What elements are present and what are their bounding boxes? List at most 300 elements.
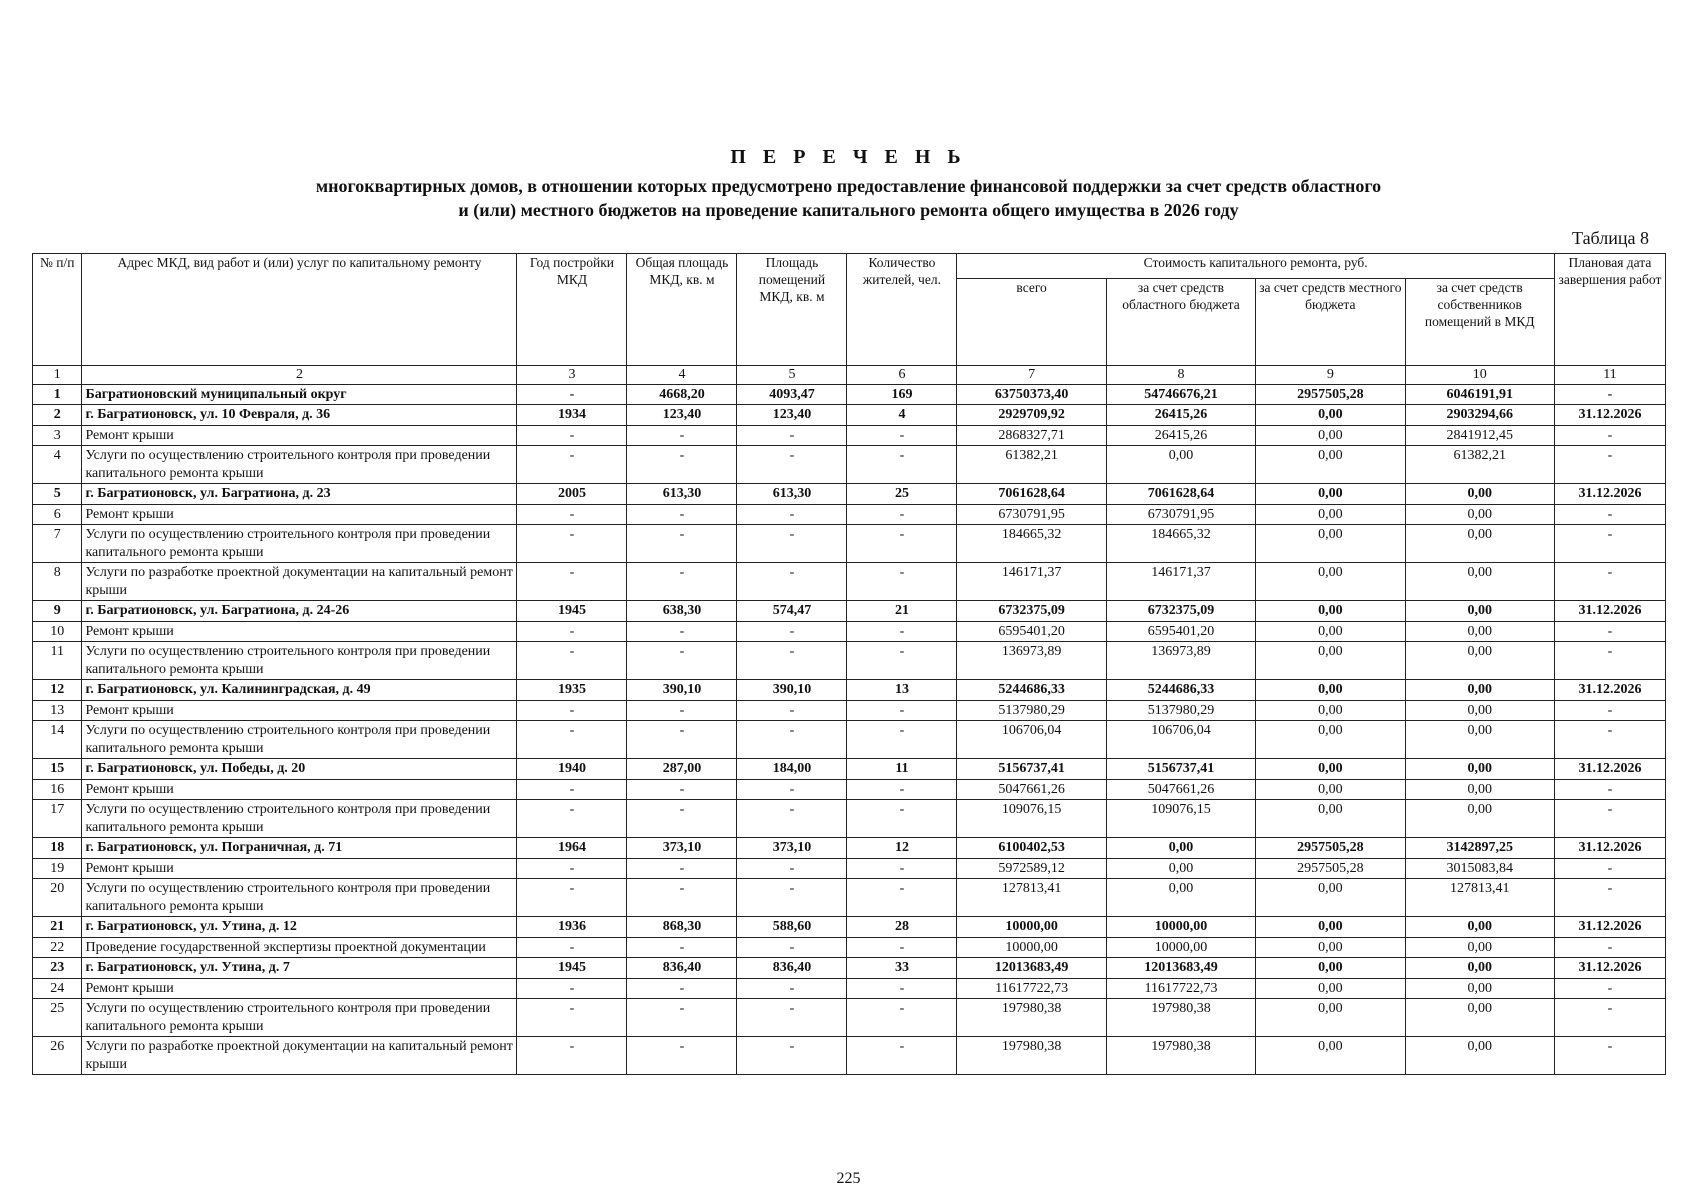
row-total-area: - [627, 621, 737, 642]
row-total-area: - [627, 879, 737, 917]
row-cost-regional: 0,00 [1106, 879, 1255, 917]
row-cost-regional: 10000,00 [1106, 917, 1255, 938]
row-cost-owners: 0,00 [1405, 958, 1554, 979]
row-year: - [517, 700, 627, 721]
row-year: 1945 [517, 958, 627, 979]
row-completion-date: - [1554, 800, 1665, 838]
row-address: Услуги по осуществлению строительного контроля при проведении капитального ремонта крыши [82, 525, 517, 563]
row-premises-area: - [737, 800, 847, 838]
row-completion-date: - [1554, 721, 1665, 759]
row-cost-regional: 0,00 [1106, 446, 1255, 484]
row-completion-date: - [1554, 978, 1665, 999]
row-cost-owners: 0,00 [1405, 621, 1554, 642]
row-cost-owners: 0,00 [1405, 917, 1554, 938]
row-cost-regional: 6730791,95 [1106, 504, 1255, 525]
row-cost-local: 0,00 [1256, 405, 1405, 426]
row-address: г. Багратионовск, ул. Багратиона, д. 23 [82, 484, 517, 505]
row-cost-regional: 54746676,21 [1106, 384, 1255, 405]
row-total-area: - [627, 642, 737, 680]
row-residents: 33 [847, 958, 957, 979]
row-premises-area: - [737, 425, 847, 446]
page-number: 225 [836, 1170, 861, 1187]
row-cost-regional: 6595401,20 [1106, 621, 1255, 642]
row-address: г. Багратионовск, ул. Пограничная, д. 71 [82, 838, 517, 859]
table-row [33, 525, 1666, 563]
row-cost-local: 0,00 [1256, 601, 1405, 622]
row-completion-date: - [1554, 879, 1665, 917]
row-total-area: - [627, 446, 737, 484]
table-row [33, 601, 1666, 622]
row-premises-area: - [737, 721, 847, 759]
row-address: Ремонт крыши [82, 779, 517, 800]
row-completion-date: - [1554, 937, 1665, 958]
row-year: 1934 [517, 405, 627, 426]
row-residents: - [847, 621, 957, 642]
row-cost-total: 63750373,40 [957, 384, 1106, 405]
row-cost-regional: 197980,38 [1106, 999, 1255, 1037]
row-total-area: 373,10 [627, 838, 737, 859]
row-address: Услуги по осуществлению строительного контроля при проведении капитального ремонта крыши [82, 800, 517, 838]
row-cost-total: 5047661,26 [957, 779, 1106, 800]
row-residents: - [847, 858, 957, 879]
row-cost-local: 0,00 [1256, 917, 1405, 938]
col-number: 5 [737, 366, 847, 385]
row-total-area: - [627, 1037, 737, 1075]
col-number: 10 [1405, 366, 1554, 385]
row-number: 26 [33, 1037, 82, 1075]
row-cost-regional: 146171,37 [1106, 563, 1255, 601]
row-residents: - [847, 999, 957, 1037]
row-cost-local: 0,00 [1256, 958, 1405, 979]
table-row [33, 858, 1666, 879]
row-completion-date: 31.12.2026 [1554, 484, 1665, 505]
row-cost-regional: 0,00 [1106, 838, 1255, 859]
row-premises-area: - [737, 504, 847, 525]
table-row [33, 937, 1666, 958]
table-row [33, 504, 1666, 525]
row-premises-area: - [737, 937, 847, 958]
row-cost-owners: 0,00 [1405, 759, 1554, 780]
row-year: 1945 [517, 601, 627, 622]
row-number: 18 [33, 838, 82, 859]
row-cost-owners: 6046191,91 [1405, 384, 1554, 405]
row-cost-owners: 2841912,45 [1405, 425, 1554, 446]
document-title: П Е Р Е Ч Е Н Ь [730, 146, 967, 168]
row-completion-date: - [1554, 1037, 1665, 1075]
row-cost-total: 127813,41 [957, 879, 1106, 917]
row-cost-total: 5156737,41 [957, 759, 1106, 780]
row-cost-owners: 0,00 [1405, 937, 1554, 958]
row-number: 15 [33, 759, 82, 780]
row-cost-total: 6730791,95 [957, 504, 1106, 525]
row-residents: - [847, 642, 957, 680]
table-row [33, 838, 1666, 859]
row-completion-date: 31.12.2026 [1554, 601, 1665, 622]
col-number: 8 [1106, 366, 1255, 385]
row-number: 19 [33, 858, 82, 879]
row-year: - [517, 999, 627, 1037]
row-cost-local: 0,00 [1256, 504, 1405, 525]
mkd-register-table [32, 253, 1666, 1075]
row-cost-local: 0,00 [1256, 563, 1405, 601]
row-year: 1935 [517, 680, 627, 701]
row-completion-date: 31.12.2026 [1554, 680, 1665, 701]
row-number: 22 [33, 937, 82, 958]
row-number: 13 [33, 700, 82, 721]
row-premises-area: - [737, 779, 847, 800]
row-year: - [517, 1037, 627, 1075]
row-premises-area: 574,47 [737, 601, 847, 622]
row-cost-total: 10000,00 [957, 937, 1106, 958]
col-header-cost-owners: за счет средств собственников помещений в МКД [1405, 279, 1554, 366]
col-number: 7 [957, 366, 1106, 385]
row-cost-regional: 5156737,41 [1106, 759, 1255, 780]
row-cost-total: 10000,00 [957, 917, 1106, 938]
row-cost-owners: 3142897,25 [1405, 838, 1554, 859]
table-row [33, 446, 1666, 484]
row-completion-date: - [1554, 642, 1665, 680]
row-premises-area: - [737, 446, 847, 484]
row-total-area: - [627, 563, 737, 601]
table-row [33, 917, 1666, 938]
row-total-area: 123,40 [627, 405, 737, 426]
row-cost-total: 2868327,71 [957, 425, 1106, 446]
row-cost-local: 0,00 [1256, 425, 1405, 446]
row-completion-date: - [1554, 384, 1665, 405]
row-cost-owners: 0,00 [1405, 978, 1554, 999]
row-address: Услуги по разработке проектной документации на капитальный ремонт крыши [82, 1037, 517, 1075]
row-cost-regional: 5047661,26 [1106, 779, 1255, 800]
row-address: г. Багратионовск, ул. Утина, д. 7 [82, 958, 517, 979]
row-number: 8 [33, 563, 82, 601]
row-address: Проведение государственной экспертизы проектной документации [82, 937, 517, 958]
row-number: 20 [33, 879, 82, 917]
col-header-premises-area: Площадь помещений МКД, кв. м [737, 254, 847, 366]
row-year: - [517, 800, 627, 838]
row-cost-local: 2957505,28 [1256, 384, 1405, 405]
row-residents: - [847, 937, 957, 958]
col-number: 4 [627, 366, 737, 385]
row-completion-date: 31.12.2026 [1554, 405, 1665, 426]
row-total-area: - [627, 937, 737, 958]
row-cost-local: 0,00 [1256, 484, 1405, 505]
table-row [33, 759, 1666, 780]
row-year: 1940 [517, 759, 627, 780]
row-cost-regional: 106706,04 [1106, 721, 1255, 759]
row-number: 16 [33, 779, 82, 800]
row-residents: - [847, 779, 957, 800]
row-year: 1936 [517, 917, 627, 938]
col-header-date: Плановая дата завершения работ [1554, 254, 1665, 366]
row-residents: 13 [847, 680, 957, 701]
row-cost-regional: 12013683,49 [1106, 958, 1255, 979]
row-address: г. Багратионовск, ул. 10 Февраля, д. 36 [82, 405, 517, 426]
row-year: - [517, 446, 627, 484]
row-number: 14 [33, 721, 82, 759]
row-cost-owners: 0,00 [1405, 999, 1554, 1037]
row-completion-date: - [1554, 858, 1665, 879]
row-residents: - [847, 721, 957, 759]
row-total-area: 390,10 [627, 680, 737, 701]
table-row [33, 879, 1666, 917]
table-row [33, 484, 1666, 505]
row-address: Ремонт крыши [82, 621, 517, 642]
row-premises-area: - [737, 858, 847, 879]
row-total-area: - [627, 721, 737, 759]
row-cost-local: 0,00 [1256, 1037, 1405, 1075]
table-row [33, 779, 1666, 800]
column-numbers-row [33, 366, 1666, 385]
row-cost-regional: 197980,38 [1106, 1037, 1255, 1075]
row-total-area: - [627, 858, 737, 879]
row-cost-regional: 5137980,29 [1106, 700, 1255, 721]
row-address: Услуги по осуществлению строительного контроля при проведении капитального ремонта крыши [82, 642, 517, 680]
col-number: 6 [847, 366, 957, 385]
row-address: Багратионовский муниципальный округ [82, 384, 517, 405]
row-cost-regional: 26415,26 [1106, 425, 1255, 446]
row-address: Услуги по осуществлению строительного контроля при проведении капитального ремонта крыши [82, 446, 517, 484]
row-cost-owners: 2903294,66 [1405, 405, 1554, 426]
row-number: 17 [33, 800, 82, 838]
row-premises-area: - [737, 642, 847, 680]
row-cost-regional: 5244686,33 [1106, 680, 1255, 701]
row-cost-regional: 7061628,64 [1106, 484, 1255, 505]
document-subtitle-line2: и (или) местного бюджетов на проведение капитального ремонта общего имущества в 2026 году [458, 200, 1239, 220]
row-cost-total: 136973,89 [957, 642, 1106, 680]
row-residents: 12 [847, 838, 957, 859]
row-premises-area: - [737, 978, 847, 999]
row-cost-owners: 0,00 [1405, 601, 1554, 622]
row-residents: 28 [847, 917, 957, 938]
row-address: Услуги по разработке проектной документации на капитальный ремонт крыши [82, 563, 517, 601]
col-header-cost-local: за счет средств местного бюджета [1256, 279, 1405, 366]
row-residents: - [847, 525, 957, 563]
row-address: г. Багратионовск, ул. Багратиона, д. 24-26 [82, 601, 517, 622]
row-cost-total: 5137980,29 [957, 700, 1106, 721]
row-address: Услуги по осуществлению строительного контроля при проведении капитального ремонта крыши [82, 721, 517, 759]
row-premises-area: - [737, 621, 847, 642]
col-header-num: № п/п [33, 254, 82, 366]
table-row [33, 958, 1666, 979]
row-completion-date: - [1554, 779, 1665, 800]
row-total-area: - [627, 700, 737, 721]
table-row [33, 384, 1666, 405]
col-number: 3 [517, 366, 627, 385]
row-completion-date: 31.12.2026 [1554, 838, 1665, 859]
row-year: - [517, 425, 627, 446]
row-cost-local: 2957505,28 [1256, 838, 1405, 859]
row-cost-owners: 0,00 [1405, 721, 1554, 759]
col-number: 1 [33, 366, 82, 385]
row-total-area: 836,40 [627, 958, 737, 979]
row-completion-date: - [1554, 525, 1665, 563]
row-cost-local: 0,00 [1256, 525, 1405, 563]
row-completion-date: 31.12.2026 [1554, 917, 1665, 938]
row-residents: - [847, 879, 957, 917]
row-cost-owners: 0,00 [1405, 525, 1554, 563]
row-cost-regional: 11617722,73 [1106, 978, 1255, 999]
row-cost-local: 0,00 [1256, 721, 1405, 759]
row-cost-total: 146171,37 [957, 563, 1106, 601]
row-cost-regional: 109076,15 [1106, 800, 1255, 838]
row-year: 2005 [517, 484, 627, 505]
row-completion-date: - [1554, 446, 1665, 484]
row-premises-area: 588,60 [737, 917, 847, 938]
row-number: 5 [33, 484, 82, 505]
row-address: Услуги по осуществлению строительного контроля при проведении капитального ремонта крыши [82, 999, 517, 1037]
row-year: - [517, 642, 627, 680]
row-cost-local: 0,00 [1256, 999, 1405, 1037]
row-cost-total: 197980,38 [957, 999, 1106, 1037]
row-cost-regional: 184665,32 [1106, 525, 1255, 563]
row-cost-local: 0,00 [1256, 937, 1405, 958]
row-residents: 11 [847, 759, 957, 780]
table-row [33, 700, 1666, 721]
row-year: - [517, 937, 627, 958]
row-premises-area: - [737, 999, 847, 1037]
table-row [33, 1037, 1666, 1075]
row-cost-local: 0,00 [1256, 446, 1405, 484]
row-cost-local: 0,00 [1256, 759, 1405, 780]
row-residents: - [847, 425, 957, 446]
row-address: г. Багратионовск, ул. Победы, д. 20 [82, 759, 517, 780]
table-row [33, 800, 1666, 838]
row-residents: 4 [847, 405, 957, 426]
row-address: Услуги по осуществлению строительного контроля при проведении капитального ремонта крыши [82, 879, 517, 917]
row-number: 3 [33, 425, 82, 446]
row-cost-total: 61382,21 [957, 446, 1106, 484]
row-year: - [517, 879, 627, 917]
row-address: г. Багратионовск, ул. Утина, д. 12 [82, 917, 517, 938]
row-cost-regional: 10000,00 [1106, 937, 1255, 958]
row-cost-regional: 26415,26 [1106, 405, 1255, 426]
col-header-year: Год постройки МКД [517, 254, 627, 366]
row-cost-local: 0,00 [1256, 779, 1405, 800]
col-header-cost-regional: за счет средств областного бюджета [1106, 279, 1255, 366]
row-address: Ремонт крыши [82, 858, 517, 879]
row-cost-owners: 0,00 [1405, 779, 1554, 800]
row-premises-area: 613,30 [737, 484, 847, 505]
row-year: - [517, 858, 627, 879]
row-cost-total: 197980,38 [957, 1037, 1106, 1075]
row-total-area: 613,30 [627, 484, 737, 505]
row-cost-owners: 0,00 [1405, 642, 1554, 680]
row-address: г. Багратионовск, ул. Калининградская, д. 49 [82, 680, 517, 701]
row-year: - [517, 621, 627, 642]
row-cost-total: 5244686,33 [957, 680, 1106, 701]
col-number: 2 [82, 366, 517, 385]
row-total-area: - [627, 978, 737, 999]
table-body [33, 384, 1666, 1075]
row-number: 7 [33, 525, 82, 563]
row-cost-owners: 3015083,84 [1405, 858, 1554, 879]
table-row [33, 999, 1666, 1037]
row-cost-total: 6732375,09 [957, 601, 1106, 622]
row-cost-local: 0,00 [1256, 621, 1405, 642]
row-number: 21 [33, 917, 82, 938]
col-header-total-area: Общая площадь МКД, кв. м [627, 254, 737, 366]
row-cost-total: 184665,32 [957, 525, 1106, 563]
row-premises-area: 184,00 [737, 759, 847, 780]
row-residents: - [847, 446, 957, 484]
table-row [33, 642, 1666, 680]
row-number: 9 [33, 601, 82, 622]
row-number: 2 [33, 405, 82, 426]
col-header-address: Адрес МКД, вид работ и (или) услуг по капитальному ремонту [82, 254, 517, 366]
row-completion-date: 31.12.2026 [1554, 759, 1665, 780]
row-cost-local: 2957505,28 [1256, 858, 1405, 879]
row-number: 23 [33, 958, 82, 979]
row-year: - [517, 779, 627, 800]
row-cost-total: 11617722,73 [957, 978, 1106, 999]
row-premises-area: 836,40 [737, 958, 847, 979]
row-total-area: - [627, 800, 737, 838]
row-residents: - [847, 978, 957, 999]
row-cost-owners: 0,00 [1405, 800, 1554, 838]
row-cost-owners: 61382,21 [1405, 446, 1554, 484]
row-total-area: 868,30 [627, 917, 737, 938]
row-address: Ремонт крыши [82, 425, 517, 446]
row-total-area: - [627, 779, 737, 800]
row-total-area: 4668,20 [627, 384, 737, 405]
row-cost-regional: 6732375,09 [1106, 601, 1255, 622]
row-address: Ремонт крыши [82, 978, 517, 999]
row-residents: - [847, 700, 957, 721]
row-premises-area: 123,40 [737, 405, 847, 426]
row-residents: 21 [847, 601, 957, 622]
row-cost-total: 6595401,20 [957, 621, 1106, 642]
row-total-area: - [627, 999, 737, 1037]
row-premises-area: - [737, 700, 847, 721]
row-residents: - [847, 800, 957, 838]
row-premises-area: - [737, 525, 847, 563]
table-number: Таблица 8 [1572, 228, 1649, 248]
row-total-area: - [627, 525, 737, 563]
row-year: - [517, 525, 627, 563]
row-total-area: 638,30 [627, 601, 737, 622]
row-cost-total: 12013683,49 [957, 958, 1106, 979]
row-cost-owners: 0,00 [1405, 484, 1554, 505]
row-cost-local: 0,00 [1256, 680, 1405, 701]
table-row [33, 425, 1666, 446]
row-year: - [517, 978, 627, 999]
row-premises-area: 390,10 [737, 680, 847, 701]
col-header-cost-total: всего [957, 279, 1106, 366]
row-address: Ремонт крыши [82, 700, 517, 721]
row-cost-owners: 0,00 [1405, 1037, 1554, 1075]
row-cost-local: 0,00 [1256, 879, 1405, 917]
col-number: 9 [1256, 366, 1405, 385]
row-premises-area: 373,10 [737, 838, 847, 859]
row-cost-regional: 0,00 [1106, 858, 1255, 879]
table-row [33, 721, 1666, 759]
row-total-area: - [627, 425, 737, 446]
row-residents: - [847, 1037, 957, 1075]
row-year: - [517, 384, 627, 405]
row-premises-area: - [737, 879, 847, 917]
row-number: 6 [33, 504, 82, 525]
row-cost-total: 6100402,53 [957, 838, 1106, 859]
row-cost-owners: 127813,41 [1405, 879, 1554, 917]
table-row [33, 405, 1666, 426]
row-cost-total: 2929709,92 [957, 405, 1106, 426]
row-cost-owners: 0,00 [1405, 563, 1554, 601]
row-cost-local: 0,00 [1256, 700, 1405, 721]
row-completion-date: - [1554, 425, 1665, 446]
row-cost-total: 106706,04 [957, 721, 1106, 759]
row-cost-local: 0,00 [1256, 978, 1405, 999]
row-number: 4 [33, 446, 82, 484]
